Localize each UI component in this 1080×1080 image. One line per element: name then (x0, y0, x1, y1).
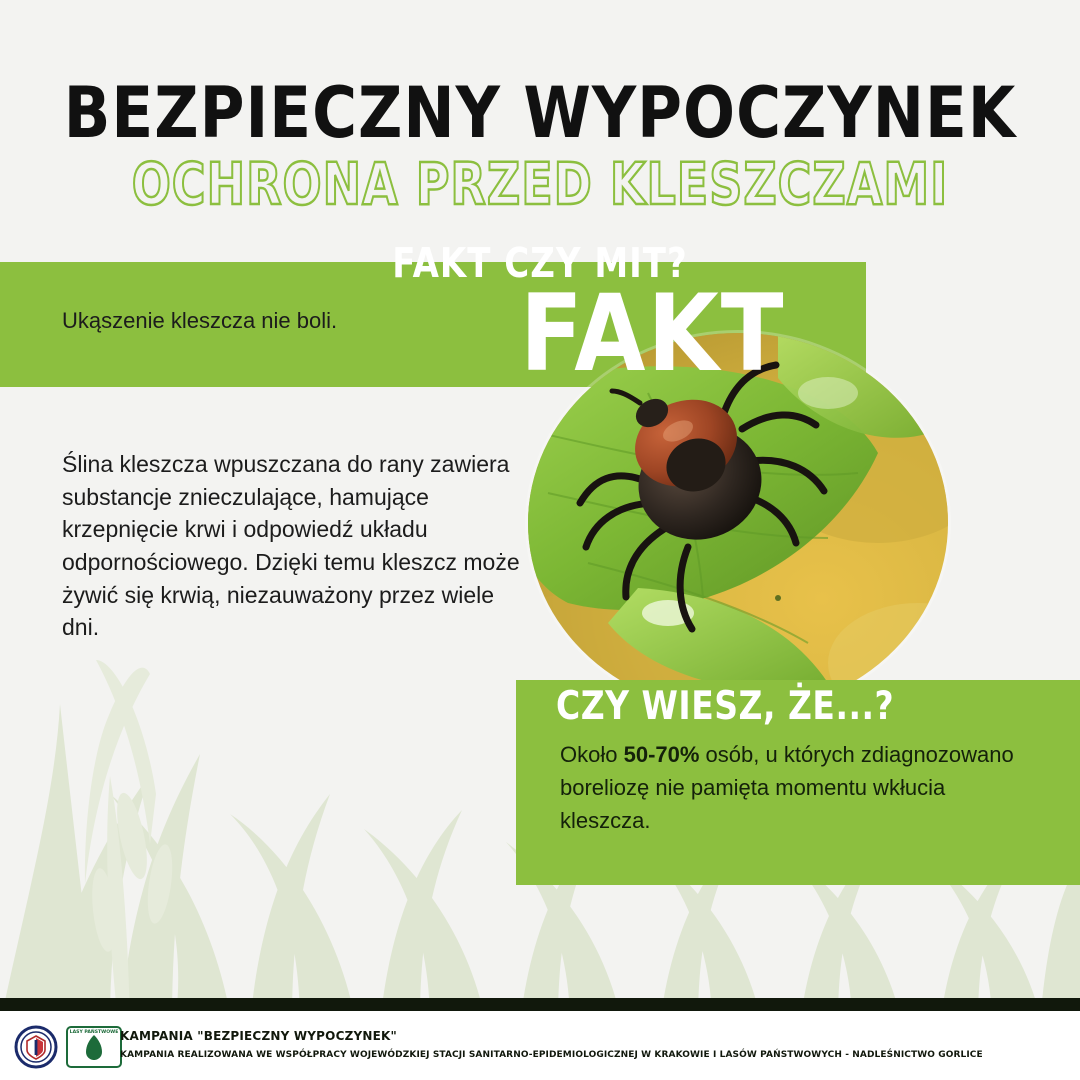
fact-or-myth-label: FAKT CZY MIT? (392, 240, 688, 288)
dyk-text-after: osób, u których zdiagnozowano boreliozę nie pamięta momentu wkłucia kleszcza. (560, 742, 1014, 833)
footer (0, 1008, 1080, 1080)
footer-text (120, 1029, 983, 1060)
lasy-panstwowe-logo (66, 1026, 122, 1068)
did-you-know-title: CZY WIESZ, ŻE...? (556, 682, 895, 729)
footer-logos (14, 1025, 122, 1069)
explanation-text: Ślina kleszcza wpuszczana do rany zawiera substancje znieczulające, hamujące krzepnięcie krwi i odpowiedź układu odpornościowego. Dzięki temu kleszcz może żywić się krwią, niezauważony przez wiele dni. (62, 451, 520, 641)
answer-word: FAKT (520, 272, 786, 396)
did-you-know-text (560, 738, 1040, 837)
footer-campaign-name: KAMPANIA "BEZPIECZNY WYPOCZYNEK" (120, 1029, 397, 1043)
svg-text:LASY PAŃSTWOWE: LASY PAŃSTWOWE (69, 1030, 119, 1035)
page-title: BEZPIECZNY WYPOCZYNEK (63, 72, 1017, 155)
myth-statement: Ukąszenie kleszcza nie boli. (62, 308, 338, 333)
footer-partners: KAMPANIA REALIZOWANA WE WSPÓŁPRACY WOJEWÓDZKIEJ STACJI SANITARNO-EPIDEMIOLOGICZNEJ W KRAKOWIE I LASÓW PAŃSTWOWYCH - NADLEŚNICTWO GORLICE (120, 1050, 983, 1060)
dyk-highlight: 50-70% (623, 742, 700, 767)
page-subtitle: OCHRONA PRZED KLESZCZAMI (131, 150, 949, 218)
panstwowa-inspekcja-sanitarna-logo (14, 1025, 58, 1069)
footer-divider (0, 998, 1080, 1008)
dyk-text-before: Około (560, 742, 624, 767)
